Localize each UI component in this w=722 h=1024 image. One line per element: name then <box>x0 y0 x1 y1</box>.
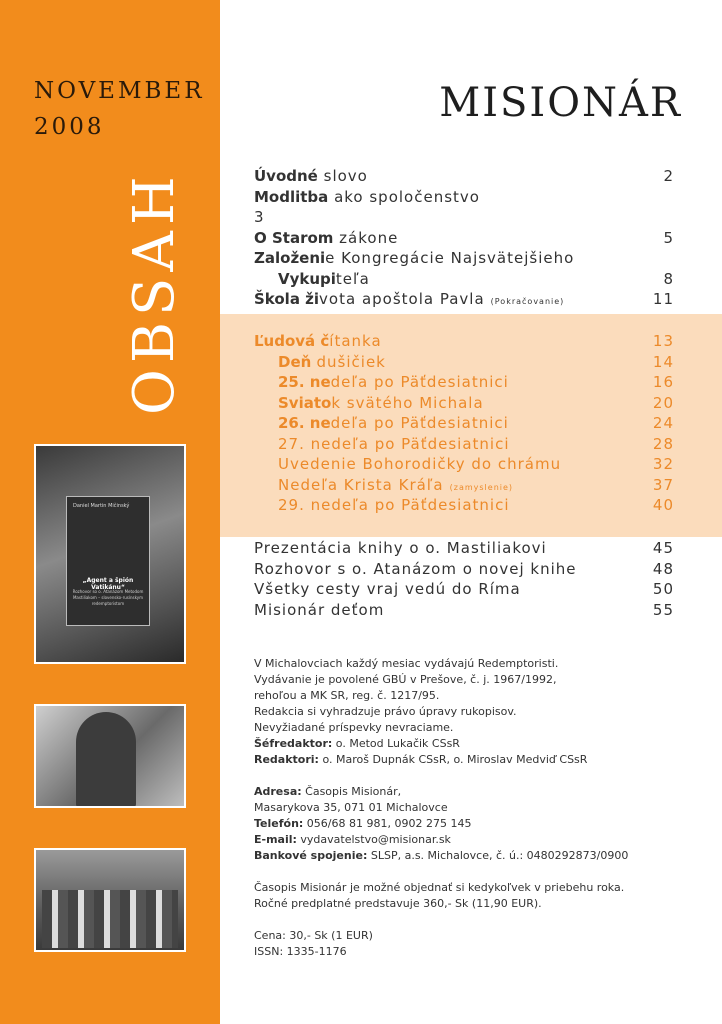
toc-section-top <box>254 167 674 311</box>
price-line: Cena: 30,- Sk (1 EUR) <box>254 929 373 942</box>
toc-entry-title-rest: deľa po Päťdesiatnici <box>330 414 509 432</box>
toc-entry[interactable] <box>254 496 674 517</box>
toc-entry-page: 28 <box>652 434 674 453</box>
toc-entry-title <box>254 188 480 206</box>
toc-entry-title-lead: Sviato <box>278 393 332 412</box>
imprint-line: V Michalovciach každý mesiac vydávajú Redemptoristi. <box>254 657 559 670</box>
toc-entry[interactable] <box>254 601 674 622</box>
bank-label: Bankové spojenie: <box>254 849 368 862</box>
toc-entry[interactable] <box>254 414 674 435</box>
toc-entry[interactable] <box>254 435 674 456</box>
toc-entry-title-rest: k svätého Michala <box>331 393 484 412</box>
toc-entry[interactable] <box>254 580 674 601</box>
address-line-2: Masarykova 35, 071 01 Michalovce <box>254 801 448 814</box>
phone-value: 056/68 81 981, 0902 275 145 <box>303 817 472 830</box>
toc-entry-page: 11 <box>652 290 674 308</box>
toc-entry-title-rest: Prezentácia knihy o o. Mastiliakovi <box>254 539 547 557</box>
imprint <box>254 656 694 960</box>
toc-entry-title <box>254 229 398 247</box>
toc-entry[interactable] <box>254 290 674 311</box>
toc-entry[interactable] <box>254 353 674 374</box>
toc-entry-title-lead: Vykupi <box>278 269 336 288</box>
toc-entry-page: 20 <box>652 393 674 412</box>
toc-entry-title <box>254 249 574 267</box>
toc-entry[interactable] <box>254 373 674 394</box>
toc-entry-title-rest: 3 <box>254 208 265 226</box>
toc-entry-title-rest: ítanka <box>329 332 382 350</box>
book-cover-subtitle: Rozhovor so o. Atanázom Metodom Mastiliakom – slovensko-rusínskym redemptoristom <box>72 589 144 606</box>
toc-entry-title <box>254 167 368 185</box>
editors-line <box>254 752 694 768</box>
toc-entry[interactable] <box>254 167 674 188</box>
address-value: Časopis Misionár, <box>301 785 402 798</box>
toc-entry-title-rest: Misionár deťom <box>254 600 385 619</box>
toc-entry-title <box>254 394 484 412</box>
toc-entry-page: 8 <box>663 269 674 288</box>
toc-entry-title-lead: Založeni <box>254 249 326 267</box>
chief-editor-value: o. Metod Lukačik CSsR <box>332 737 460 750</box>
toc-entry[interactable] <box>254 188 674 209</box>
email-label: E-mail: <box>254 833 297 846</box>
issn-line: ISSN: 1335-1176 <box>254 945 347 958</box>
toc-entry-title <box>254 332 382 350</box>
toc-entry-title-lead: Modlitba <box>254 187 329 206</box>
subscription-line: Ročné predplatné predstavuje 360,- Sk (11,90 EUR). <box>254 897 542 910</box>
toc-entry-page: 24 <box>652 414 674 432</box>
toc-entry-title-lead: Ľudová č <box>254 332 330 350</box>
address-label: Adresa: <box>254 785 302 798</box>
toc-entry-title <box>254 560 576 578</box>
email-value[interactable]: vydavatelstvo@misionar.sk <box>296 833 451 846</box>
toc-entry-title <box>254 270 370 288</box>
toc-entry-title <box>254 290 564 308</box>
section-title-wrap <box>118 168 192 418</box>
toc-entry-title-rest: zákone <box>333 228 399 247</box>
bank-value: SLSP, a.s. Michalovce, č. ú.: 0480292873/0900 <box>367 849 629 862</box>
toc-entry-page: 48 <box>652 559 674 578</box>
editors-value: o. Maroš Dupnák CSsR, o. Miroslav Medviď CSsR <box>318 753 588 766</box>
chief-editor-label: Šéfredaktor: <box>254 737 333 750</box>
toc-entry-page: 5 <box>663 228 674 247</box>
toc-section-bottom <box>254 539 674 621</box>
toc-entry[interactable] <box>254 249 674 270</box>
toc-entry-note: (Pokračovanie) <box>490 297 565 306</box>
toc-entry-page: 16 <box>652 373 674 391</box>
toc-entry[interactable] <box>254 332 674 353</box>
book-cover-title: „Agent a špión Vatikánu“ <box>82 577 134 591</box>
toc-entry[interactable] <box>254 476 674 497</box>
toc-entry[interactable] <box>254 455 674 476</box>
toc-entry-title-rest: deľa po Päťdesiatnici <box>330 373 509 391</box>
toc-entry-title <box>254 208 265 226</box>
book-cover-author: Daniel Martin Mičinský <box>73 503 130 509</box>
toc-entry-title <box>254 353 386 371</box>
toc-entry-title-rest: 27. nedeľa po Päťdesiatnici <box>278 434 510 453</box>
toc-entry-page: 14 <box>652 352 674 371</box>
toc-entry-title <box>254 476 513 494</box>
toc-entry[interactable] <box>254 394 674 415</box>
sidebar <box>0 0 220 1024</box>
chief-editor-line <box>254 736 694 752</box>
toc-entry-title <box>254 373 509 391</box>
toc-entry-page: 55 <box>652 600 674 619</box>
toc-entry-page: 40 <box>652 496 674 514</box>
toc-entry-title <box>254 539 547 557</box>
toc-entry-title-lead: Škola ži <box>254 290 320 308</box>
toc-entry[interactable] <box>254 208 674 229</box>
toc-entry[interactable] <box>254 560 674 581</box>
toc-entry-title-lead: Úvodné <box>254 167 318 185</box>
toc-entry-title-rest: Rozhovor s o. Atanázom o novej knihe <box>254 559 577 578</box>
toc-entry-note: (zamyslenie) <box>449 482 514 492</box>
toc-entry-title-lead: 26. ne <box>278 414 331 432</box>
toc-entry-title-rest: slovo <box>317 167 368 185</box>
toc-entry-page: 13 <box>652 332 674 350</box>
group-of-people <box>42 890 178 948</box>
group-photo <box>34 848 186 952</box>
toc-entry[interactable] <box>254 539 674 560</box>
toc-entry-title <box>254 601 384 619</box>
toc-entry-page: 50 <box>652 580 674 598</box>
toc-entry[interactable] <box>254 229 674 250</box>
toc-entry-title-rest: Nedeľa Krista Kráľa <box>278 475 444 494</box>
toc-entry-title <box>254 414 509 432</box>
toc-entry-page: 37 <box>652 475 674 494</box>
toc-entry-title-lead: Deň <box>278 352 317 371</box>
toc-entry-title-rest: teľa <box>335 269 370 288</box>
statue-photo <box>34 704 186 808</box>
toc-entry-title <box>254 435 510 453</box>
section-title: OBSAH <box>122 170 187 416</box>
toc-entry-page: 32 <box>652 455 674 473</box>
address-line <box>254 784 694 800</box>
magazine-title: MISIONÁR <box>439 80 682 126</box>
issue-month: NOVEMBER <box>34 78 205 104</box>
toc-entry-title-rest: Všetky cesty vraj vedú do Ríma <box>254 580 521 598</box>
toc-entry-title-rest: vota apoštola Pavla <box>319 290 485 308</box>
toc-section-featured <box>254 332 674 517</box>
toc-entry-title <box>254 580 521 598</box>
bank-line <box>254 848 694 864</box>
toc-entry-page: 45 <box>652 539 674 557</box>
toc-entry-title-rest: e Kongregácie Najsvätejšieho <box>325 249 575 267</box>
toc-entry-title-rest: 29. nedeľa po Päťdesiatnici <box>278 496 510 514</box>
issue-year: 2008 <box>34 114 105 140</box>
statue-figure <box>76 712 136 808</box>
toc-entry-page: 2 <box>663 167 674 185</box>
book-cover-photo <box>34 444 186 664</box>
editors-label: Redaktori: <box>254 753 319 766</box>
phone-line <box>254 816 694 832</box>
toc-entry-title-lead: O Starom <box>254 228 334 247</box>
order-line: Časopis Misionár je možné objednať si kedykoľvek v priebehu roka. <box>254 881 625 894</box>
imprint-line: Vydávanie je povolené GBÚ v Prešove, č. j. 1967/1992, <box>254 673 557 686</box>
toc-entry-title-lead: 25. ne <box>278 373 331 391</box>
imprint-line: rehoľou a MK SR, reg. č. 1217/95. <box>254 689 440 702</box>
phone-label: Telefón: <box>254 817 304 830</box>
toc-entry-title-rest: Uvedenie Bohorodičky do chrámu <box>278 455 562 473</box>
toc-entry[interactable] <box>254 270 674 291</box>
email-line <box>254 832 694 848</box>
imprint-line: Redakcia si vyhradzuje právo úpravy rukopisov. <box>254 705 517 718</box>
toc-entry-title-rest: dušičiek <box>316 352 386 371</box>
imprint-line: Nevyžiadané príspevky nevraciame. <box>254 721 454 734</box>
book-cover <box>66 496 150 626</box>
toc-entry-title <box>254 496 510 514</box>
toc-entry-title-rest: ako spoločenstvo <box>328 187 480 206</box>
toc-entry-title <box>254 455 561 473</box>
